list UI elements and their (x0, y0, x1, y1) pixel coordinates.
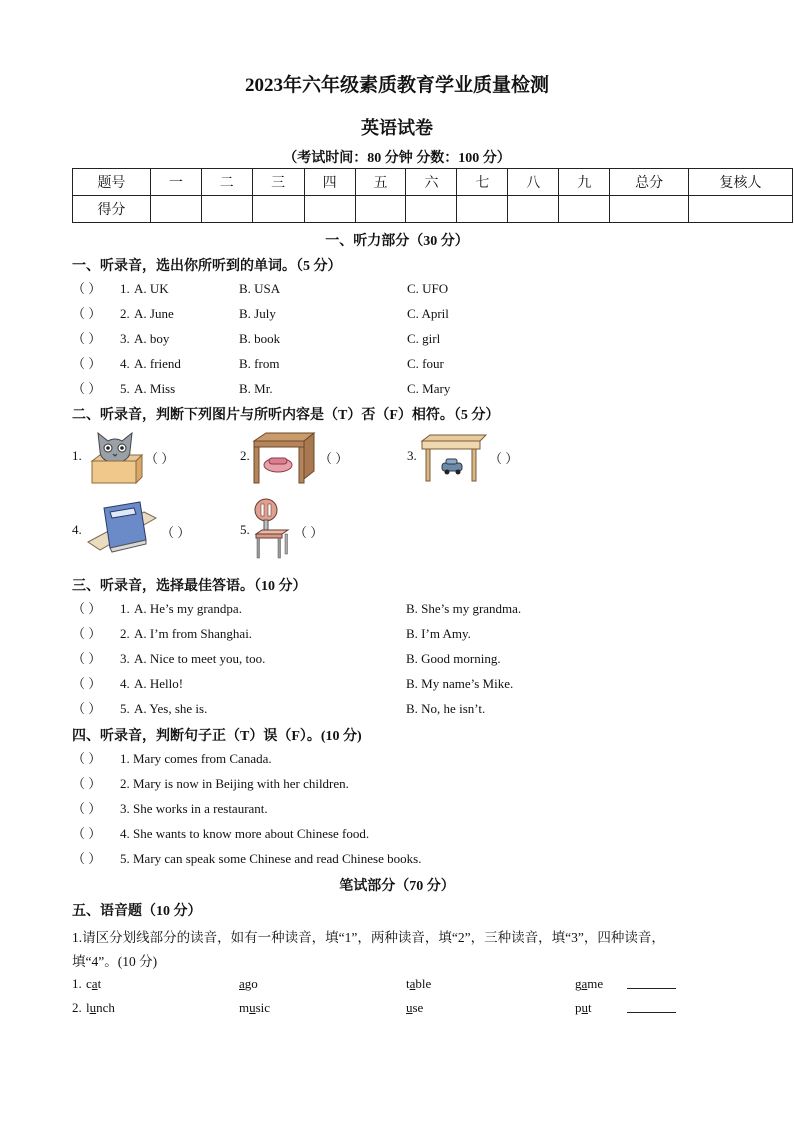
picture-item (240, 425, 380, 485)
word (86, 976, 101, 992)
score-cell[interactable] (201, 196, 252, 223)
score-cell[interactable] (610, 196, 689, 223)
answer-blank[interactable]: （ ） (72, 626, 102, 641)
option-b: B. from (239, 356, 280, 371)
question-number: 4. (120, 356, 130, 371)
option-a: A. I’m from Shanghai. (134, 626, 253, 641)
word-part: me (587, 976, 604, 991)
subject-title: 英语试卷 (361, 118, 433, 138)
word (86, 1000, 115, 1016)
option-b: B. I’m Amy. (406, 626, 471, 641)
exam-info: （考试时间：80 分钟 分数：100 分） (283, 151, 511, 166)
option-a: A. boy (134, 331, 170, 346)
word (239, 976, 258, 992)
table-cell: 三 (252, 169, 304, 196)
table-cell: 六 (406, 169, 457, 196)
word-part: m (239, 1000, 250, 1015)
score-cell[interactable] (304, 196, 355, 223)
word (575, 976, 603, 992)
answer-blank[interactable]: （ ） (161, 525, 191, 540)
table-cell: 总分 (610, 169, 689, 196)
word (575, 1000, 592, 1016)
writing-part-heading: 笔试部分（70 分） (339, 879, 455, 894)
answer-blank[interactable]: （ ） (72, 356, 102, 371)
question-number: 1. (120, 281, 130, 296)
question-number: 5. (120, 381, 130, 396)
answer-blank[interactable]: （ ） (72, 751, 102, 766)
word-part: se (412, 1000, 424, 1015)
section4-heading: 四、听录音，判断句子正（T）误（F）。(10 分) (72, 729, 362, 744)
question-number: 1. (72, 448, 82, 463)
picture-item (240, 498, 380, 562)
score-cell[interactable] (508, 196, 559, 223)
answer-line[interactable] (627, 988, 676, 989)
word-part: ble (415, 976, 432, 991)
word-part: l (86, 1000, 90, 1015)
word-part: t (97, 976, 102, 991)
answer-blank[interactable]: （ ） (294, 525, 324, 540)
question-number: 2. (240, 448, 250, 463)
score-table-header-row (73, 169, 793, 196)
table-cell: 九 (559, 169, 610, 196)
option-b: B. My name’s Mike. (406, 676, 514, 691)
score-table (72, 168, 793, 223)
option-a: A. He’s my grandpa. (134, 601, 242, 616)
option-a: A. Yes, she is. (134, 701, 208, 716)
option-b: B. July (239, 306, 276, 321)
car-under-table-icon (420, 433, 488, 483)
option-a: A. friend (134, 356, 181, 371)
section3-heading: 三、听录音，选择最佳答语。（10 分） (72, 579, 307, 594)
score-table-score-row (73, 196, 793, 223)
answer-blank[interactable]: （ ） (72, 851, 102, 866)
question-number: 2. (120, 626, 130, 641)
answer-blank[interactable]: （ ） (72, 306, 102, 321)
instruction-text: 填“4”。(10 分) (72, 954, 158, 969)
answer-blank[interactable]: （ ） (145, 451, 175, 466)
option-c: C. April (407, 306, 449, 321)
answer-blank[interactable]: （ ） (72, 381, 102, 396)
underlined-letter: a (409, 976, 416, 991)
chair-icon (252, 498, 290, 560)
option-b: B. No, he isn’t. (406, 701, 486, 716)
instruction-text: 1.请区分划线部分的读音，如有一种读音，填“1”，两种读音，填“2”，三种读音，填“3”，四种读音， (72, 930, 665, 945)
option-c: C. four (407, 356, 444, 371)
answer-blank[interactable]: （ ） (72, 826, 102, 841)
option-a: A. June (134, 306, 174, 321)
option-c: C. girl (407, 331, 441, 346)
word-part: p (575, 1000, 582, 1015)
picture-item (72, 425, 202, 485)
score-cell[interactable] (559, 196, 610, 223)
option-b: B. Good morning. (406, 651, 501, 666)
answer-blank[interactable]: （ ） (72, 776, 102, 791)
word-part: sic (255, 1000, 271, 1015)
notebook-icon (84, 500, 158, 560)
question-number: 3. (407, 448, 417, 463)
option-a: A. Hello! (134, 676, 184, 691)
question-number: 3. (120, 651, 130, 666)
answer-blank[interactable]: （ ） (489, 451, 519, 466)
answer-blank[interactable]: （ ） (72, 601, 102, 616)
answer-blank[interactable]: （ ） (72, 281, 102, 296)
listening-part-heading: 一、听力部分（30 分） (325, 234, 469, 249)
option-b: B. She’s my grandma. (406, 601, 522, 616)
underlined-letter: a (239, 976, 245, 991)
word-part: nch (96, 1000, 115, 1015)
option-b: B. USA (239, 281, 281, 296)
question-number: 3. (120, 331, 130, 346)
question-number: 5. (240, 522, 250, 537)
word-part: go (244, 976, 258, 991)
word-part: c (86, 976, 92, 991)
table-cell: 一 (150, 169, 201, 196)
table-cell: 四 (304, 169, 355, 196)
word (239, 1000, 270, 1016)
option-a: A. Miss (134, 381, 176, 396)
statement: 3. She works in a restaurant. (120, 801, 268, 816)
underlined-letter: a (581, 976, 588, 991)
cat-in-box-icon (86, 427, 144, 485)
statement: 5. Mary can speak some Chinese and read Chinese books. (120, 851, 422, 866)
score-cell[interactable] (406, 196, 457, 223)
picture-item (72, 498, 212, 562)
option-b: B. Mr. (239, 381, 273, 396)
exam-title: 2023年六年级素质教育学业质量检测 (244, 75, 549, 96)
answer-blank[interactable]: （ ） (72, 801, 102, 816)
answer-line[interactable] (627, 1012, 676, 1013)
table-cell: 题号 (73, 169, 151, 196)
option-b: B. book (239, 331, 281, 346)
section1-heading: 一、听录音，选出你所听到的单词。（5 分） (72, 259, 342, 274)
score-cell[interactable] (689, 196, 793, 223)
section2-heading: 二、听录音，判断下列图片与所听内容是（T）否（F）相符。（5 分） (72, 408, 500, 423)
word (406, 1000, 423, 1016)
table-cell: 二 (201, 169, 252, 196)
statement: 4. She wants to know more about Chinese food. (120, 826, 370, 841)
underlined-letter: u (406, 1000, 413, 1015)
question-number: 4. (72, 522, 82, 537)
phonics-row (72, 976, 692, 994)
phonics-row (72, 1000, 692, 1018)
option-c: C. UFO (407, 281, 449, 296)
answer-blank[interactable]: （ ） (72, 676, 102, 691)
row-number: 1. (72, 976, 82, 991)
section5-heading: 五、语音题（10 分） (72, 904, 202, 919)
underlined-letter: u (249, 1000, 256, 1015)
answer-blank[interactable]: （ ） (72, 701, 102, 716)
table-cell: 复核人 (689, 169, 793, 196)
word-part: t (406, 976, 410, 991)
table-cell: 七 (457, 169, 508, 196)
underlined-letter: u (581, 1000, 588, 1015)
score-cell[interactable] (252, 196, 304, 223)
table-cell: 五 (355, 169, 406, 196)
word-part: g (575, 976, 582, 991)
answer-blank[interactable]: （ ） (319, 451, 349, 466)
question-number: 1. (120, 601, 130, 616)
phone-under-desk-icon (252, 431, 318, 485)
statement: 1. Mary comes from Canada. (120, 751, 272, 766)
statement: 2. Mary is now in Beijing with her children. (120, 776, 349, 791)
word-part: t (588, 1000, 592, 1015)
option-a: A. Nice to meet you, too. (134, 651, 266, 666)
question-number: 2. (120, 306, 130, 321)
score-cell[interactable] (150, 196, 201, 223)
answer-blank[interactable]: （ ） (72, 651, 102, 666)
score-cell[interactable] (355, 196, 406, 223)
table-cell: 得分 (73, 196, 151, 223)
picture-item (407, 425, 547, 485)
row-number: 2. (72, 1000, 82, 1015)
underlined-letter: a (91, 976, 98, 991)
score-cell[interactable] (457, 196, 508, 223)
option-c: C. Mary (407, 381, 451, 396)
question-number: 5. (120, 701, 130, 716)
answer-blank[interactable]: （ ） (72, 331, 102, 346)
option-a: A. UK (134, 281, 169, 296)
table-cell: 八 (508, 169, 559, 196)
underlined-letter: u (89, 1000, 97, 1015)
question-number: 4. (120, 676, 130, 691)
word (406, 976, 431, 992)
